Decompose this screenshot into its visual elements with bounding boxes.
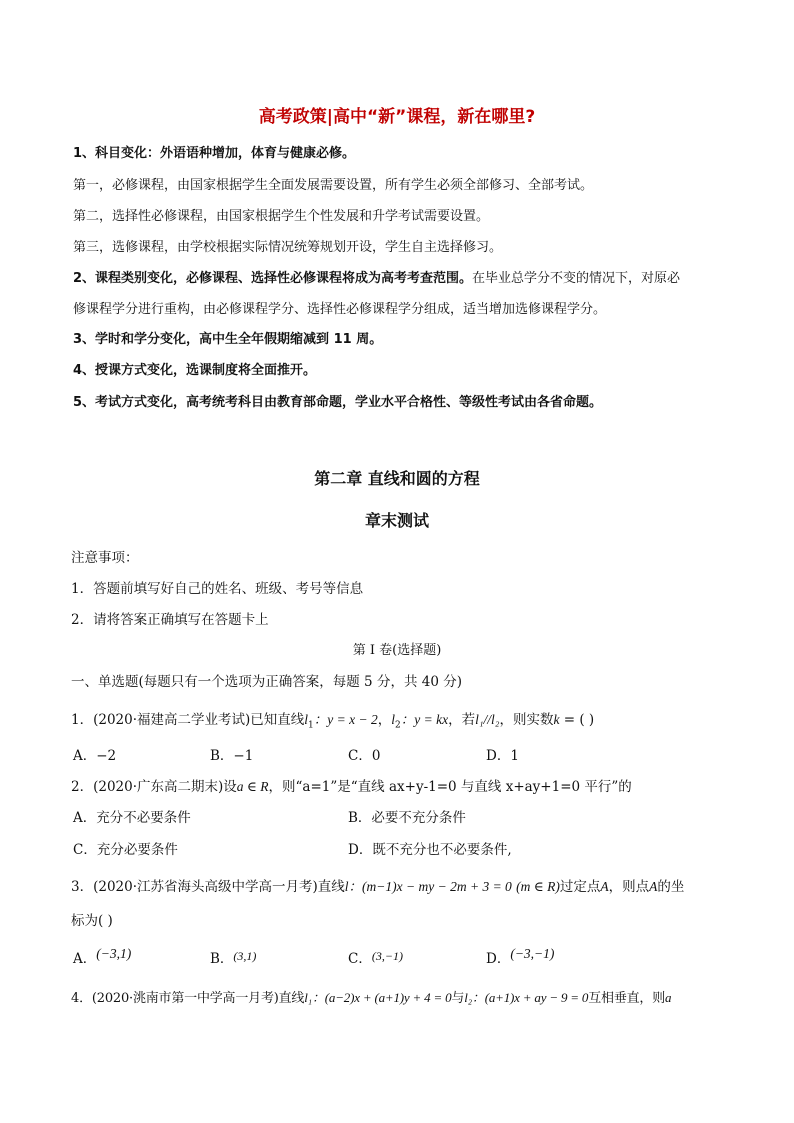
policy-item-2-bold: 2、课程类别变化，必修课程、选择性必修课程将成为高考考查范围。 [73,271,473,286]
q4-tail: a [665,990,672,1005]
q2-option-d[interactable]: D．既不充分也不必要条件, [348,842,512,858]
q2-stem2: ，则“a=1”是“直线 ax+y-1=0 与直线 x+ay+1=0 平行”的 [268,779,632,795]
policy-item-4: 4、授课方式变化，选课制度将全面推开。 [73,363,317,378]
q1-l1-sub: 1 [308,720,314,731]
q3-stem: 3．(2020·江苏省海头高级中学高一月考)直线 [71,879,345,895]
q1-option-a[interactable]: A．−2 [73,748,117,764]
part-heading: 一、单选题(每题只有一个选项为正确答案，每题 5 分，共 40 分) [71,674,462,690]
q3-stem2: 过定点 [559,879,601,895]
q3-stem4: 的坐 [657,879,685,895]
policy-item-3: 3、学时和学分变化，高中生全年假期缩减到 11 周。 [73,332,383,347]
question-3-stem [71,878,684,896]
q3-option-b-label: B． [210,951,234,967]
q3-option-b[interactable] [210,950,256,968]
question-1-stem [71,711,594,735]
policy-item-1: 1、科目变化：外语语种增加，体育与健康必修。 [73,146,356,161]
q1-option-d[interactable]: D．1 [486,748,519,764]
chapter-title: 第二章 直线和圆的方程 [314,469,480,488]
chapter-subtitle: 章末测试 [364,511,429,530]
policy-item-2 [73,269,680,288]
q2-option-c[interactable]: C．充分必要条件 [73,842,178,858]
q3-option-d-label: D． [486,951,511,967]
q2-cond: a ∈ R [236,779,269,794]
q3-option-a-value: (−3,1) [96,946,132,961]
q1-eq1: ：y = x − 2 [313,712,378,727]
q2-option-a[interactable]: A．充分不必要条件 [73,810,191,826]
policy-item-1b: 第二，选择性必修课程，由国家根据学生个性发展和升学考试需要设置。 [73,208,490,223]
q4-eq2: l₂：(a+1)x + ay − 9 = 0 [464,990,589,1005]
q4-stem2: 互相垂直，则 [588,991,666,1006]
q1-k: k [553,712,560,727]
q3-option-a[interactable] [73,946,132,968]
policy-item-2-line2: 修课程学分进行重构，由必修课程学分、选择性必修课程学分组成，适当增加选修课程学分。 [73,301,607,316]
q1-option-b[interactable]: B．−1 [210,748,254,764]
q1-l2-sub: 2 [395,720,401,731]
q1-stem-d: = ( ) [559,712,595,728]
question-4-stem [71,989,671,1008]
q4-eq1: l₁：(a−2)x + (a+1)y + 4 = 0 [304,990,452,1005]
q1-option-c[interactable]: C．0 [348,748,381,764]
notes-item-1: 1．答题前填写好自己的姓名、班级、考号等信息 [71,581,364,597]
policy-item-1a: 第一，必修课程，由国家根据学生全面发展需要设置，所有学生必须全部修习、全部考试。 [73,177,594,192]
q3-option-d[interactable] [486,946,555,968]
q3-option-c-label: C． [348,951,372,967]
q3-option-c-value: (3,−1) [371,949,403,963]
q1-stem-a: 1．(2020·福建高二学业考试)已知直线 [71,712,305,728]
policy-item-2-rest: 在毕业总学分不变的情况下，对原必 [472,270,681,285]
q1-sep: ， [377,712,392,728]
question-3-line2: 标为( ) [71,913,113,929]
q1-parallel: l₁//l₂ [475,712,500,727]
q1-l1: l [304,712,309,727]
q2-option-b[interactable]: B．必要不充分条件 [348,810,466,826]
volume-label: 第 I 卷(选择题) [352,643,442,658]
q3-point-a: A [600,879,609,894]
notes-item-2: 2．请将答案正确填写在答题卡上 [71,612,269,628]
notes-heading: 注意事项： [71,550,139,566]
q3-option-d-value: (−3,−1) [510,946,555,961]
q3-point-a2: A [649,879,658,894]
q4-stem: 4．(2020·洮南市第一中学高一月考)直线 [71,991,305,1006]
q3-option-b-value: (3,1) [233,949,257,963]
q1-l2: l [391,712,396,727]
question-2-stem [71,778,632,796]
q4-mid: 与 [451,991,465,1006]
q3-stem3: ，则点 [608,879,650,895]
policy-title: 高考政策|高中“新”课程，新在哪里? [258,107,536,127]
policy-item-1c: 第三，选修课程，由学校根据实际情况统筹规划开设，学生自主选择修习。 [73,239,503,254]
q3-option-c[interactable] [348,950,403,968]
q1-stem-c: ，则实数 [499,712,554,728]
q3-eq: l：(m−1)x − my − 2m + 3 = 0 [344,879,512,894]
q2-stem: 2．(2020·广东高二期末)设 [71,779,237,795]
policy-item-5: 5、考试方式变化，高考统考科目由教育部命题，学业水平合格性、等级性考试由各省命题。 [73,395,603,410]
q3-cond: (m ∈ R) [516,879,560,894]
q1-stem-b: ，若 [448,712,476,728]
q3-option-a-label: A． [73,951,97,967]
q1-eq2: ：y = kx [400,712,449,727]
